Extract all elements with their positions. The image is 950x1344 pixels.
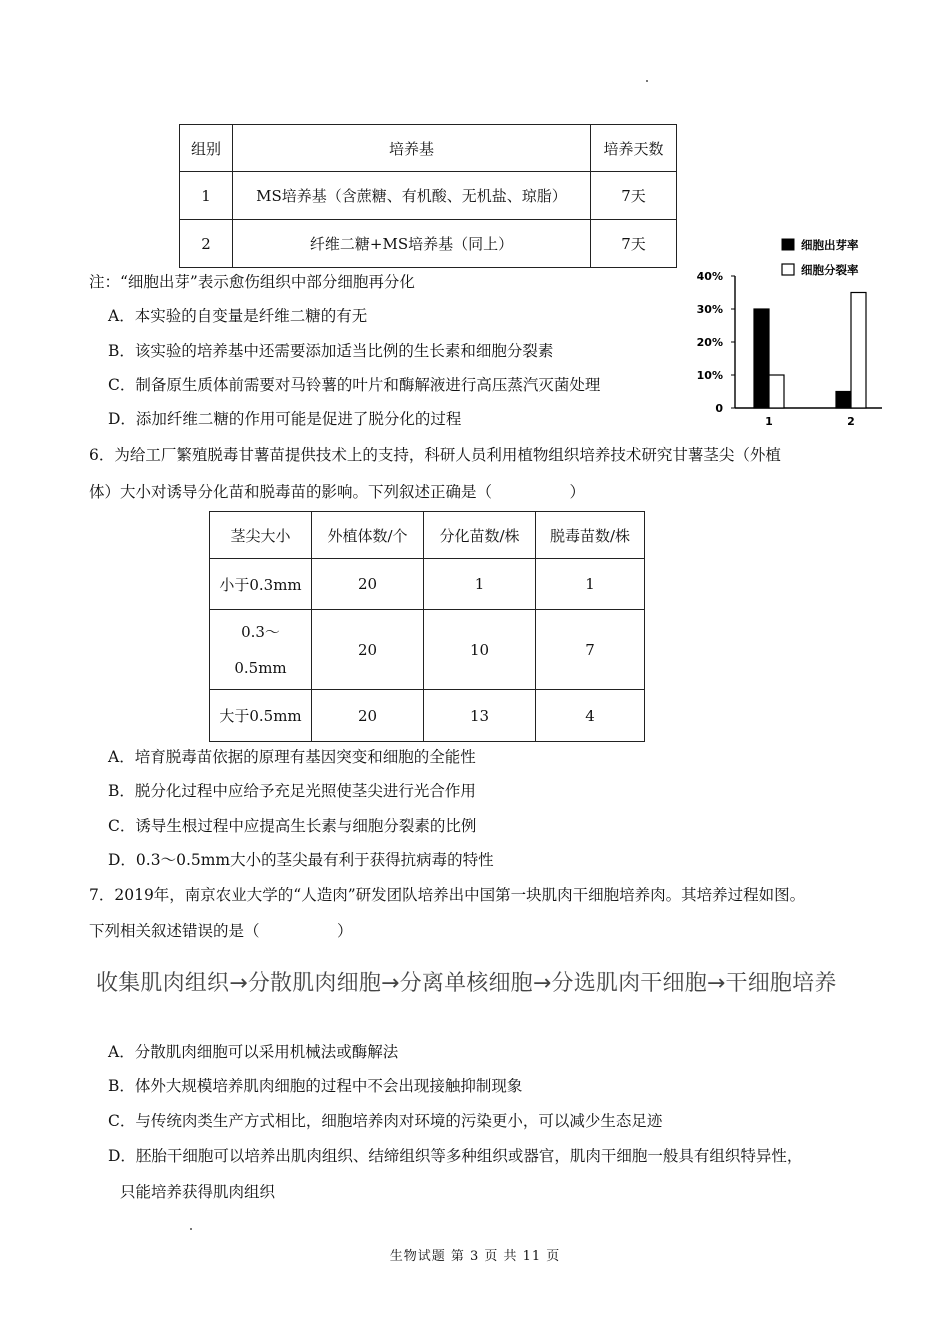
table-cell xyxy=(210,610,312,690)
x-tick-label: 2 xyxy=(847,415,855,428)
table-header: 分化苗数/株 xyxy=(424,512,536,559)
legend-swatch-divide xyxy=(782,264,794,275)
y-tick-label: 30% xyxy=(696,303,723,316)
y-tick-label: 10% xyxy=(696,369,723,382)
q7-stem-line2: 下列相关叙述错误的是（ ） xyxy=(89,922,353,940)
bar-bud-rate xyxy=(754,309,769,408)
y-tick-label: 40% xyxy=(696,270,723,283)
table-cell: 13 xyxy=(424,690,536,742)
q7-stem-line1: 7．2019年，南京农业大学的“人造肉”研发团队培养出中国第一块肌肉干细胞培养肉。其培养过程如图。 xyxy=(89,886,806,904)
stem-tip-table xyxy=(209,511,645,742)
table-cell: 1 xyxy=(424,559,536,610)
page-footer: 生物试题 第 3 页 共 11 页 xyxy=(389,1249,561,1264)
table-cell: 20 xyxy=(312,559,424,610)
table-cell: 大于0.5mm xyxy=(210,690,312,742)
q7-option-d-cont: 只能培养获得肌肉组织 xyxy=(120,1183,276,1201)
table-cell: 4 xyxy=(536,690,645,742)
table-cell: MS培养基（含蔗糖、有机酸、无机盐、琼脂） xyxy=(233,172,591,220)
q7-option-d: D．胚胎干细胞可以培养出肌肉组织、结缔组织等多种组织或器官，肌肉干细胞一般具有组织特异性， xyxy=(108,1147,803,1165)
q5-note: 注：“细胞出芽”表示愈伤组织中部分细胞再分化 xyxy=(89,273,415,291)
q5-option-c: C．制备原生质体前需要对马铃薯的叶片和酶解液进行高压蒸汽灭菌处理 xyxy=(108,376,601,394)
y-tick-label: 20% xyxy=(696,336,723,349)
bar-divide-rate xyxy=(769,375,784,408)
q7-option-b: B．体外大规模培养肌肉细胞的过程中不会出现接触抑制现象 xyxy=(108,1077,523,1095)
bar-chart xyxy=(690,228,890,438)
q5-option-b: B．该实验的培养基中还需要添加适当比例的生长素和细胞分裂素 xyxy=(108,342,554,360)
table-header: 组别 xyxy=(180,125,233,172)
q6-option-b: B．脱分化过程中应给予充足光照使茎尖进行光合作用 xyxy=(108,782,476,800)
q7-option-c: C．与传统肉类生产方式相比，细胞培养肉对环境的污染更小，可以减少生态足迹 xyxy=(108,1112,663,1130)
medium-table xyxy=(179,124,677,268)
process-flow: 收集肌肉组织→分散肌肉细胞→分离单核细胞→分选肌肉干细胞→干细胞培养 xyxy=(96,971,837,996)
table-cell: 小于0.3mm xyxy=(210,559,312,610)
q6-stem-line1: 6．为给工厂繁殖脱毒甘薯苗提供技术上的支持，科研人员利用植物组织培养技术研究甘薯茎尖（外植 xyxy=(89,446,781,464)
q6-option-d: D．0.3～0.5mm大小的茎尖最有利于获得抗病毒的特性 xyxy=(108,851,494,869)
x-tick-label: 1 xyxy=(765,415,773,428)
q6-stem-line2: 体）大小对诱导分化苗和脱毒苗的影响。下列叙述正确是（ ） xyxy=(89,483,586,501)
table-cell: 2 xyxy=(180,220,233,268)
bar-bud-rate xyxy=(836,392,851,409)
table-header: 培养基 xyxy=(233,125,591,172)
q7-option-a: A．分散肌肉细胞可以采用机械法或酶解法 xyxy=(108,1043,399,1061)
table-cell: 7天 xyxy=(591,220,677,268)
legend-label-divide: 细胞分裂率 xyxy=(801,263,859,277)
y-tick-label: 0 xyxy=(715,402,723,415)
table-header: 培养天数 xyxy=(591,125,677,172)
q6-option-a: A．培育脱毒苗依据的原理有基因突变和细胞的全能性 xyxy=(108,748,476,766)
table-cell: 纤维二糖+MS培养基（同上） xyxy=(233,220,591,268)
legend-label-bud: 细胞出芽率 xyxy=(801,238,859,252)
q5-option-d: D．添加纤维二糖的作用可能是促进了脱分化的过程 xyxy=(108,410,462,428)
table-cell: 20 xyxy=(312,690,424,742)
cell-line: 0.5mm xyxy=(234,658,287,677)
table-cell: 10 xyxy=(424,610,536,690)
scan-dot xyxy=(190,1228,192,1230)
legend xyxy=(782,238,859,277)
q6-option-c: C．诱导生根过程中应提高生长素与细胞分裂素的比例 xyxy=(108,817,477,835)
bar-divide-rate xyxy=(851,293,866,409)
cell-line: 0.3～ xyxy=(241,622,280,641)
table-header: 脱毒苗数/株 xyxy=(536,512,645,559)
legend-swatch-bud xyxy=(782,239,794,250)
table-cell: 7 xyxy=(536,610,645,690)
table-cell: 7天 xyxy=(591,172,677,220)
table-cell: 1 xyxy=(536,559,645,610)
q5-option-a: A．本实验的自变量是纤维二糖的有无 xyxy=(108,307,368,325)
table-cell: 20 xyxy=(312,610,424,690)
table-cell: 1 xyxy=(180,172,233,220)
table-header: 茎尖大小 xyxy=(210,512,312,559)
table-header: 外植体数/个 xyxy=(312,512,424,559)
scan-dot xyxy=(646,80,648,82)
